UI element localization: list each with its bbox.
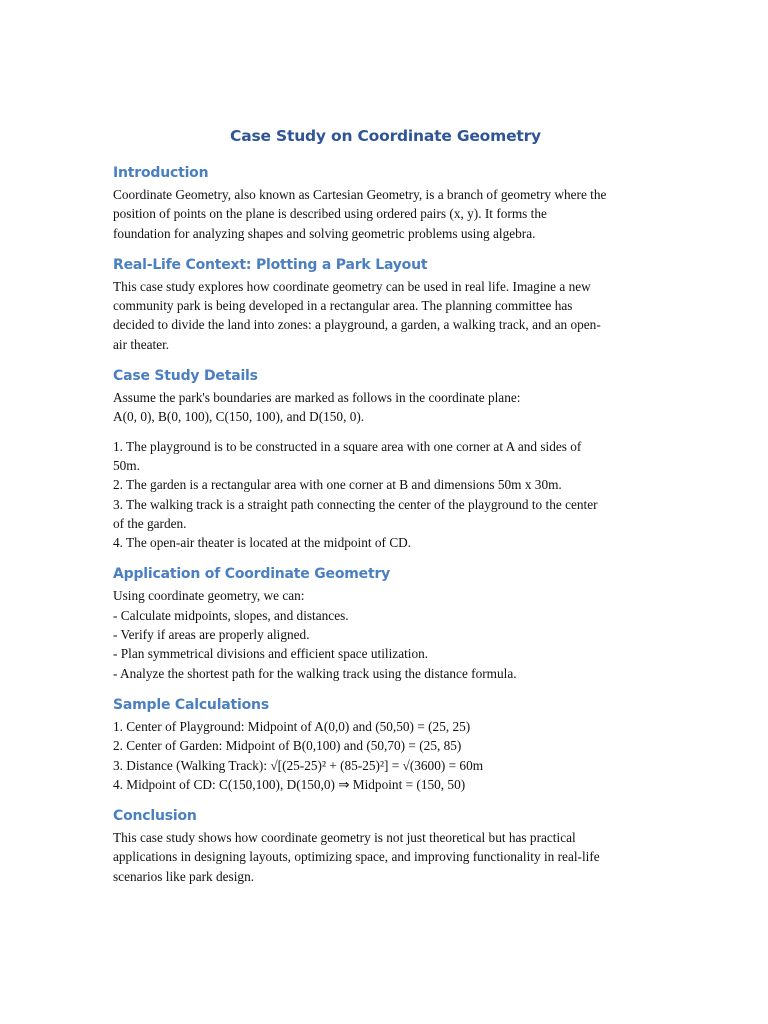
text-line: A(0, 0), B(0, 100), C(150, 100), and D(150, 0). (113, 409, 365, 425)
list-item: 1. Center of Playground: Midpoint of A(0,0) and (50,50) = (25, 25) (113, 718, 471, 734)
text-line: This case study explores how coordinate geometry can be used in real life. Imagine a new (113, 278, 591, 294)
list-item: - Analyze the shortest path for the walking track using the distance formula. (113, 665, 517, 681)
section-heading-calculations: Sample Calculations (113, 696, 269, 713)
list-item: - Plan symmetrical divisions and efficient space utilization. (113, 646, 429, 662)
section-introduction (113, 161, 658, 243)
section-details (113, 364, 658, 552)
text-line: position of points on the plane is described using ordered pairs (x, y). It forms the (113, 206, 547, 222)
list-item: - Calculate midpoints, slopes, and distances. (113, 607, 349, 623)
section-context (113, 253, 658, 354)
list-item: 2. The garden is a rectangular area with one corner at B and dimensions 50m x 30m. (113, 477, 562, 493)
list-item: 3. The walking track is a straight path connecting the center of the playground to the center (113, 496, 598, 512)
text-line: air theater. (113, 336, 170, 352)
section-heading-context: Real-Life Context: Plotting a Park Layout (113, 256, 428, 273)
list-item: - Verify if areas are properly aligned. (113, 627, 310, 643)
context-paragraph (113, 277, 658, 354)
section-heading-details: Case Study Details (113, 368, 258, 385)
text-line: community park is being developed in a rectangular area. The planning committee has (113, 298, 573, 314)
text-line: applications in designing layouts, optimizing space, and improving functionality in real-life (113, 849, 600, 865)
section-heading-application: Application of Coordinate Geometry (113, 566, 391, 583)
introduction-paragraph (113, 185, 658, 243)
calculations-list (113, 717, 658, 794)
details-list (113, 437, 658, 553)
list-item: 2. Center of Garden: Midpoint of B(0,100) and (50,70) = (25, 85) (113, 738, 462, 754)
application-list (113, 586, 658, 682)
text-line: decided to divide the land into zones: a playground, a garden, a walking track, and an open- (113, 317, 601, 333)
section-application (113, 562, 658, 682)
list-item: of the garden. (113, 515, 187, 531)
list-item: 3. Distance (Walking Track): √[(25-25)² + (85-25)²] = √(3600) = 60m (113, 757, 484, 773)
section-calculations (113, 693, 658, 794)
list-item: 4. Midpoint of CD: C(150,100), D(150,0) ⇒ Midpoint = (150, 50) (113, 776, 466, 792)
details-intro-paragraph (113, 388, 658, 427)
text-line: scenarios like park design. (113, 868, 255, 884)
section-heading-introduction: Introduction (113, 165, 209, 181)
section-heading-conclusion: Conclusion (113, 808, 197, 825)
text-line: This case study shows how coordinate geometry is not just theoretical but has practical (113, 830, 576, 846)
text-line: foundation for analyzing shapes and solving geometric problems using algebra. (113, 225, 536, 241)
document-body (113, 124, 658, 886)
section-conclusion (113, 804, 658, 886)
list-item: 4. The open-air theater is located at the midpoint of CD. (113, 535, 412, 551)
list-item: 50m. (113, 457, 140, 473)
text-line: Assume the park's boundaries are marked as follows in the coordinate plane: (113, 390, 521, 406)
conclusion-paragraph (113, 828, 658, 886)
text-line: Coordinate Geometry, also known as Cartesian Geometry, is a branch of geometry where the (113, 187, 607, 202)
list-item: 1. The playground is to be constructed in a square area with one corner at A and sides of (113, 438, 582, 454)
text-line: Using coordinate geometry, we can: (113, 588, 305, 604)
page-title: Case Study on Coordinate Geometry (230, 127, 541, 145)
